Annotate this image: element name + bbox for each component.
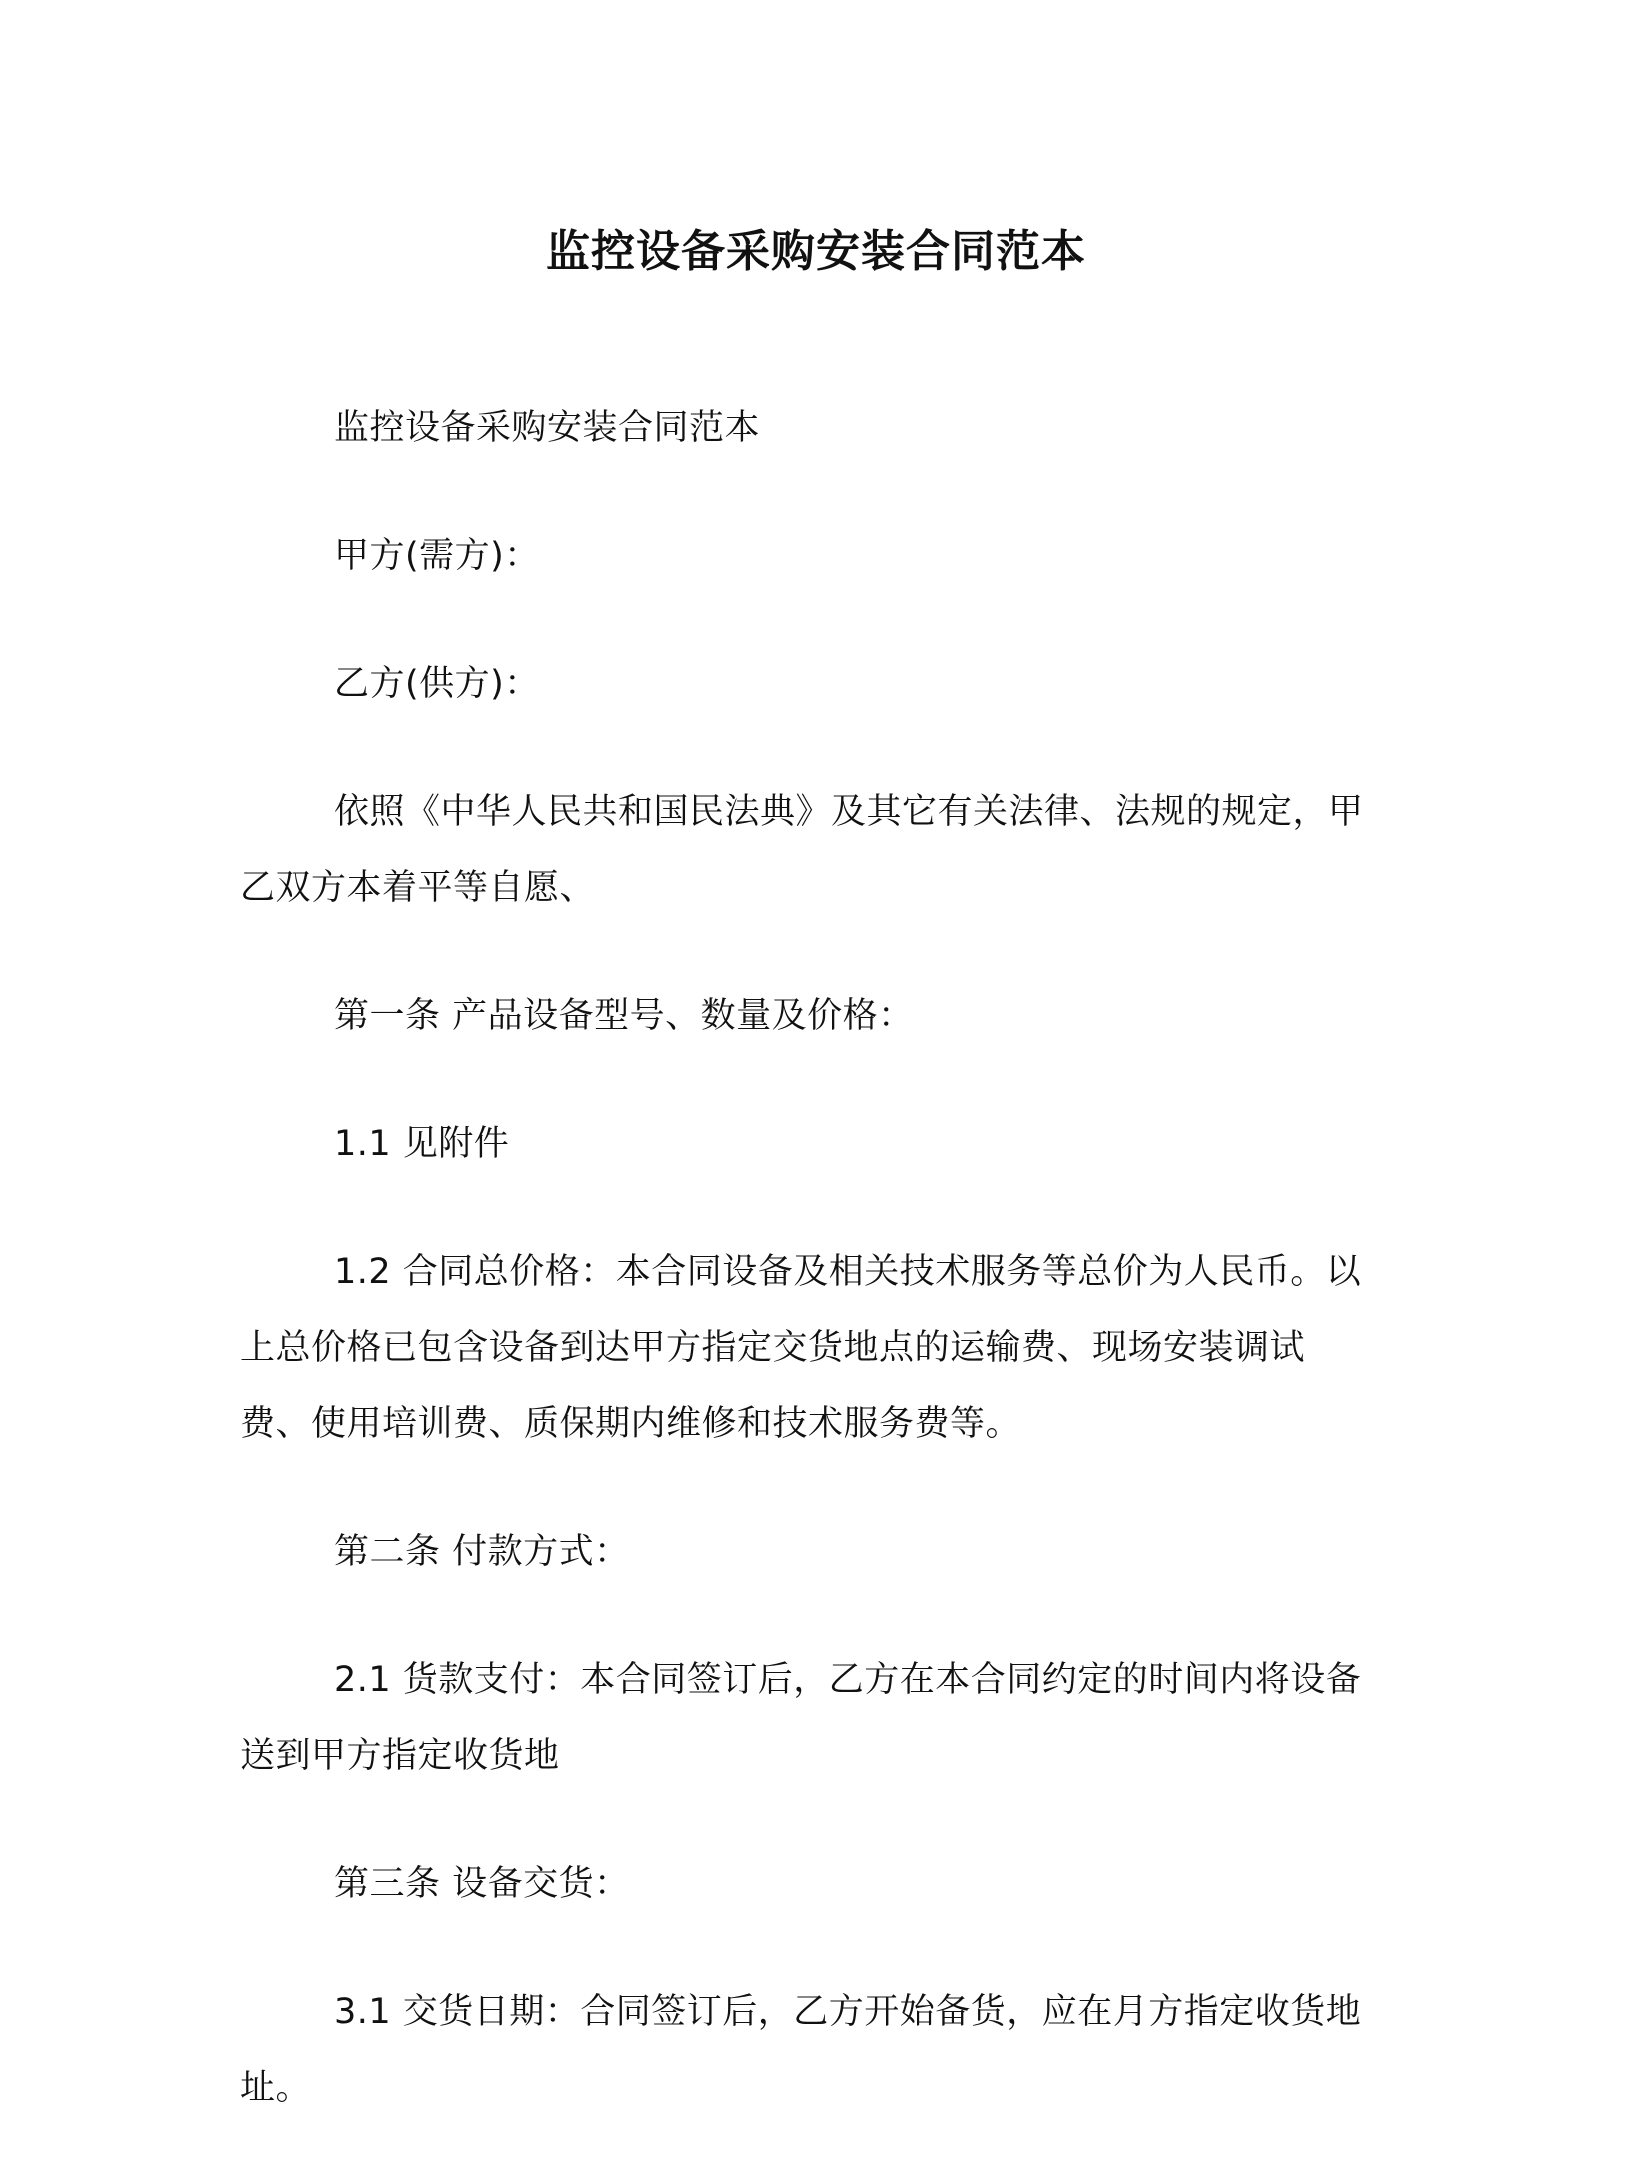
paragraph-party-b: 乙方(供方)： (334, 664, 540, 704)
paragraph-clause-1-2: 1.2 合同总价格：本合同设备及相关技术服务等总价为人民币。以上总价格已包含设备到达甲方指定交货地点的运输费、现场安装调试费、使用培训费、质保期内维修和技术服务费等。 (240, 1252, 1362, 1444)
document-title: 监控设备采购安装合同范本 (546, 226, 1086, 277)
paragraph-clause-3-1: 3.1 交货日期：合同签订后，乙方开始备货，应在月方指定收货地址。 (240, 1992, 1362, 2108)
paragraph-preamble: 依照《中华人民共和国民法典》及其它有关法律、法规的规定，甲乙双方本着平等自愿、 (240, 792, 1364, 908)
paragraph-article-3: 第三条 设备交货： (334, 1864, 630, 1904)
paragraph-heading: 监控设备采购安装合同范本 (334, 408, 761, 448)
document-body (240, 390, 1365, 2178)
paragraph-clause-1-1: 1.1 见附件 (334, 1124, 510, 1164)
paragraph-clause-2-1: 2.1 货款支付：本合同签订后，乙方在本合同约定的时间内将设备送到甲方指定收货地 (240, 1660, 1362, 1776)
paragraph-party-a: 甲方(需方)： (334, 536, 540, 576)
paragraph-article-1: 第一条 产品设备型号、数量及价格： (334, 996, 914, 1036)
paragraph-article-2: 第二条 付款方式： (334, 1532, 630, 1572)
